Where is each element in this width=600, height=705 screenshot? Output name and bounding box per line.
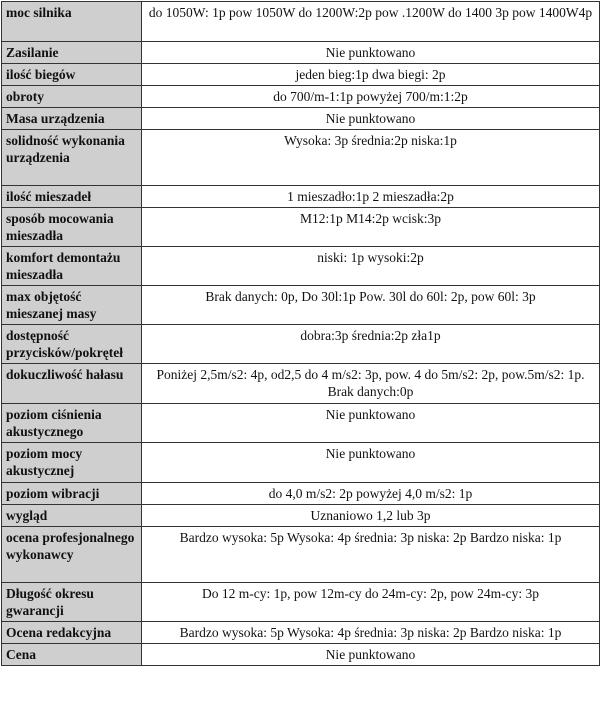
table-row <box>2 86 600 108</box>
table-row <box>2 622 600 644</box>
criterion-scoring: Nie punktowano <box>142 108 600 130</box>
criterion-label: dokuczliwość hałasu <box>2 364 142 404</box>
table-row <box>2 208 600 247</box>
table-row <box>2 2 600 42</box>
criterion-scoring: Do 12 m-cy: 1p, pow 12m-cy do 24m-cy: 2p, pow 24m-cy: 3p <box>142 583 600 622</box>
criterion-scoring: M12:1p M14:2p wcisk:3p <box>142 208 600 247</box>
criterion-label: Długość okresu gwarancji <box>2 583 142 622</box>
criterion-label: obroty <box>2 86 142 108</box>
criterion-scoring: do 700/m-1:1p powyżej 700/m:1:2p <box>142 86 600 108</box>
table-row <box>2 186 600 208</box>
table-row <box>2 483 600 505</box>
table-row <box>2 443 600 483</box>
criterion-label: Masa urządzenia <box>2 108 142 130</box>
table-row <box>2 527 600 583</box>
criterion-scoring: Nie punktowano <box>142 443 600 483</box>
criterion-label: komfort demontażu mieszadła <box>2 247 142 286</box>
criterion-scoring: Uznaniowo 1,2 lub 3p <box>142 505 600 527</box>
criterion-label: poziom ciśnienia akustycznego <box>2 404 142 443</box>
criterion-scoring: Wysoka: 3p średnia:2p niska:1p <box>142 130 600 186</box>
table-row <box>2 583 600 622</box>
scoring-criteria-table <box>1 1 600 666</box>
criterion-label: dostępność przycisków/pokręteł <box>2 325 142 364</box>
criterion-scoring: Nie punktowano <box>142 42 600 64</box>
criterion-scoring: Bardzo wysoka: 5p Wysoka: 4p średnia: 3p niska: 2p Bardzo niska: 1p <box>142 622 600 644</box>
table-row <box>2 364 600 404</box>
criterion-label: Zasilanie <box>2 42 142 64</box>
table-row <box>2 286 600 325</box>
criterion-label: ocena profesjonalnego wykonawcy <box>2 527 142 583</box>
table-row <box>2 108 600 130</box>
table-row <box>2 325 600 364</box>
criterion-label: wygląd <box>2 505 142 527</box>
criterion-scoring: dobra:3p średnia:2p zła1p <box>142 325 600 364</box>
table-row <box>2 64 600 86</box>
table-row <box>2 130 600 186</box>
criterion-label: Ocena redakcyjna <box>2 622 142 644</box>
criterion-scoring: Brak danych: 0p, Do 30l:1p Pow. 30l do 60l: 2p, pow 60l: 3p <box>142 286 600 325</box>
criterion-scoring: Nie punktowano <box>142 644 600 666</box>
criterion-label: poziom wibracji <box>2 483 142 505</box>
criterion-label: solidność wykonania urządzenia <box>2 130 142 186</box>
table-row <box>2 404 600 443</box>
criterion-scoring: 1 mieszadło:1p 2 mieszadła:2p <box>142 186 600 208</box>
criterion-scoring: Poniżej 2,5m/s2: 4p, od2,5 do 4 m/s2: 3p, pow. 4 do 5m/s2: 2p, pow.5m/s2: 1p. Brak danych:0p <box>142 364 600 404</box>
table-row <box>2 247 600 286</box>
criterion-scoring: niski: 1p wysoki:2p <box>142 247 600 286</box>
criterion-scoring: do 1050W: 1p pow 1050W do 1200W:2p pow .1200W do 1400 3p pow 1400W4p <box>142 2 600 42</box>
criterion-label: poziom mocy akustycznej <box>2 443 142 483</box>
criterion-scoring: Bardzo wysoka: 5p Wysoka: 4p średnia: 3p niska: 2p Bardzo niska: 1p <box>142 527 600 583</box>
criterion-label: sposób mocowania mieszadła <box>2 208 142 247</box>
criterion-label: Cena <box>2 644 142 666</box>
criterion-scoring: do 4,0 m/s2: 2p powyżej 4,0 m/s2: 1p <box>142 483 600 505</box>
criterion-label: ilość mieszadeł <box>2 186 142 208</box>
table-row <box>2 505 600 527</box>
criterion-label: moc silnika <box>2 2 142 42</box>
criterion-label: ilość biegów <box>2 64 142 86</box>
table-row <box>2 644 600 666</box>
criterion-scoring: jeden bieg:1p dwa biegi: 2p <box>142 64 600 86</box>
criterion-label: max objętość mieszanej masy <box>2 286 142 325</box>
table-row <box>2 42 600 64</box>
criterion-scoring: Nie punktowano <box>142 404 600 443</box>
